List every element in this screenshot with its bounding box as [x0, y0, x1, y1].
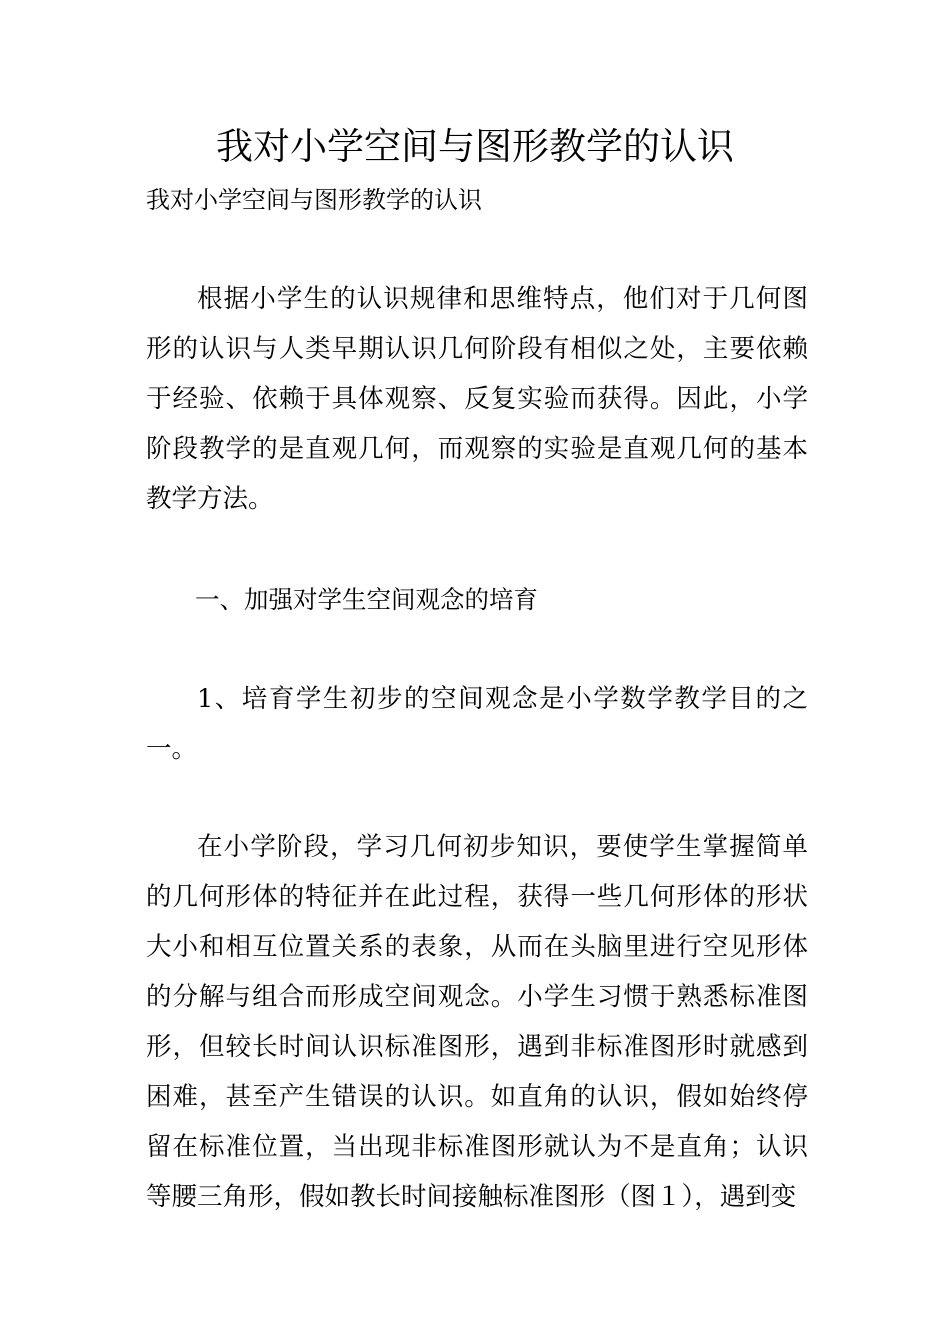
point-1-paragraph: 1、培育学生初步的空间观念是小学数学教学目的之一。 [146, 684, 808, 764]
document-subtitle: 我对小学空间与图形教学的认识 [146, 186, 482, 214]
intro-paragraph: 根据小学生的认识规律和思维特点，他们对于几何图形的认识与人类早期认识几何阶段有相似之处，主要依赖于经验、依赖于具体观察、反复实验而获得。因此，小学阶段教学的是直观几何，而观察的实验是直观几何的基本教学方法。 [146, 284, 808, 514]
section-heading: 一、加强对学生空间观念的培育 [195, 585, 538, 614]
document-title: 我对小学空间与图形教学的认识 [216, 125, 734, 168]
body-paragraph: 在小学阶段，学习几何初步知识，要使学生掌握简单的几何形体的特征并在此过程，获得一些几何形体的形状大小和相互位置关系的表象，从而在头脑里进行空见形体的分解与组合而形成空间观念。小学生习惯于熟悉标准图形，但较长时间认识标准图形，遇到非标准图形时就感到困难，甚至产生错误的认识。如直角的认识，假如始终停留在标准位置，当出现非标准图形就认为不是直角；认识等腰三角形，假如教长时间接触标准图形（图１），遇到变 [146, 832, 808, 1212]
